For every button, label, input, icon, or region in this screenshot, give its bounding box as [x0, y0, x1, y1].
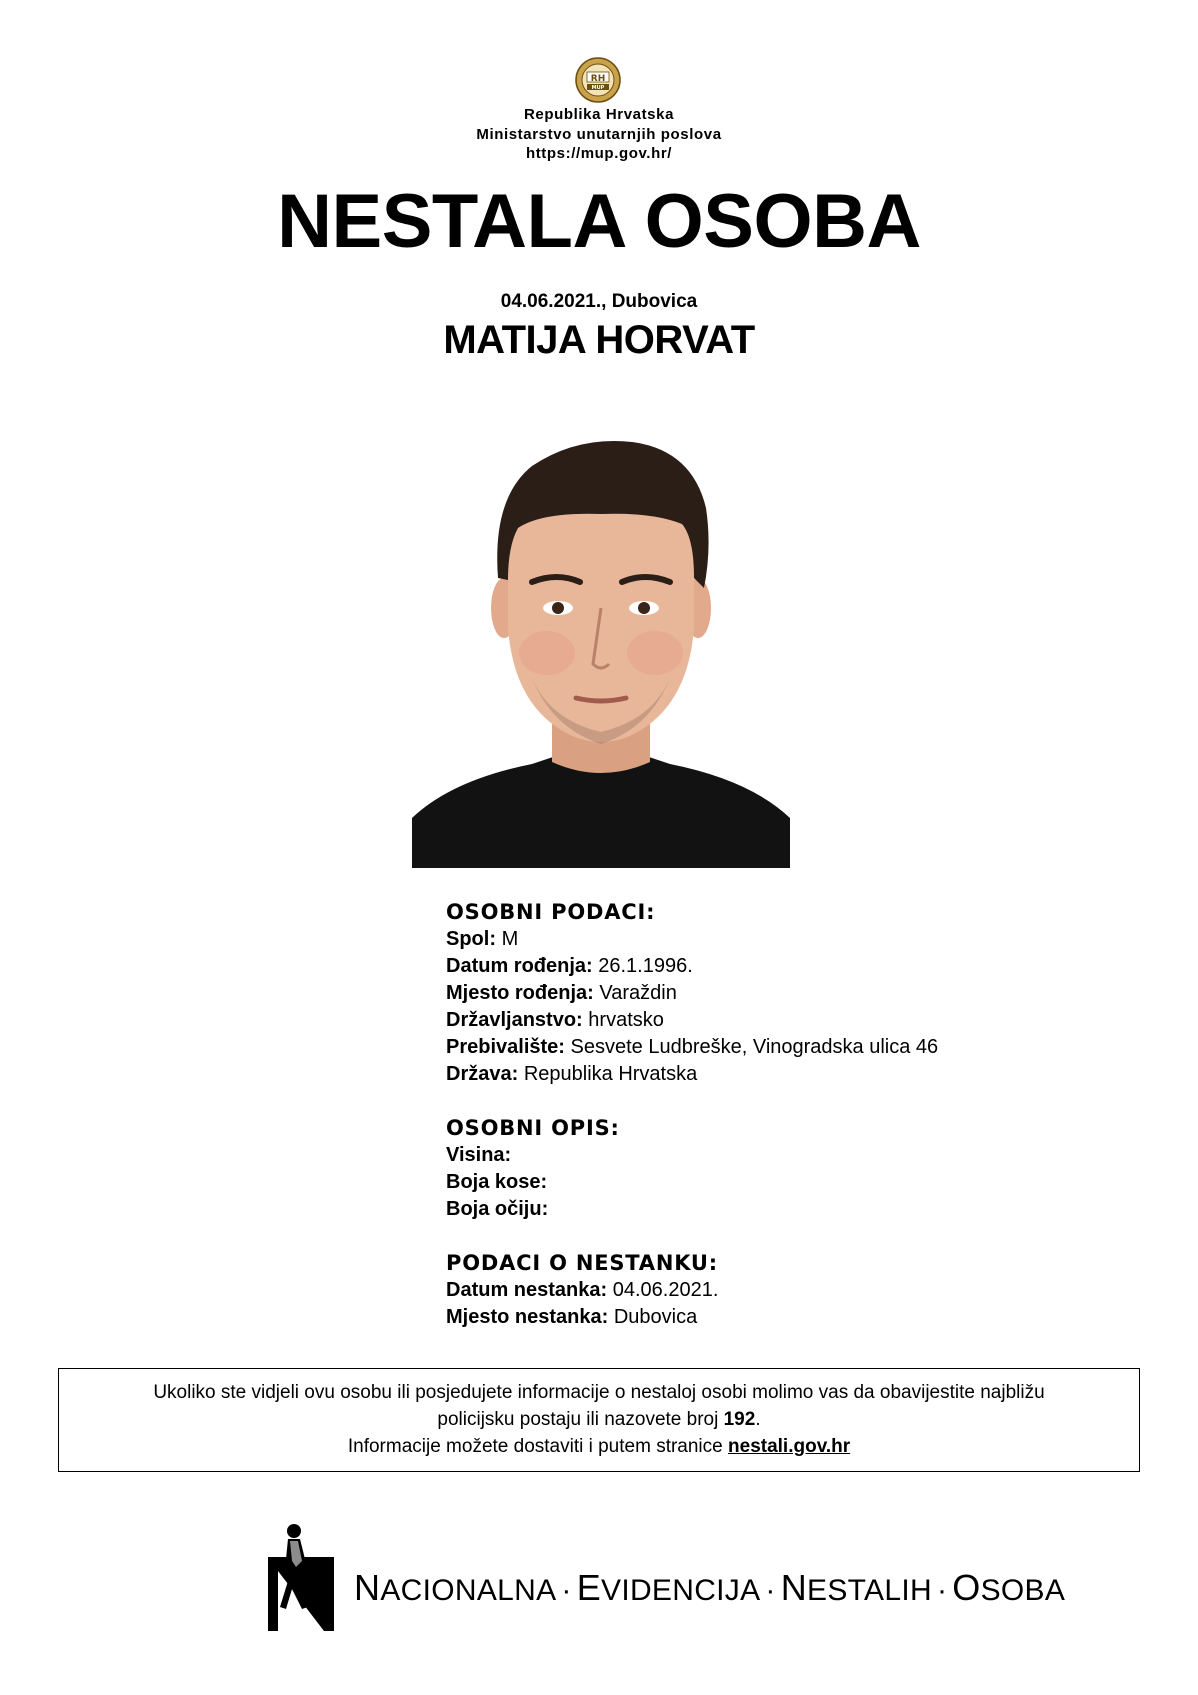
detail-label: Boja očiju:	[446, 1198, 549, 1220]
detail-row-country	[446, 1061, 1146, 1088]
detail-value: Dubovica	[613, 1306, 698, 1328]
wordmark-rest: ACIONALNA	[380, 1574, 557, 1607]
detail-value: Republika Hrvatska	[523, 1063, 698, 1085]
wordmark-initial: N	[780, 1567, 808, 1608]
wordmark-word-1	[354, 1567, 557, 1608]
disappearance-data-heading: PODACI O NESTANKU:	[446, 1251, 718, 1275]
detail-row-citizenship	[446, 1007, 1146, 1034]
notice-line-3-prefix: Informacije možete dostaviti i putem stranice	[347, 1436, 729, 1457]
detail-row-birth-place	[446, 980, 1146, 1007]
notice-line-2-prefix: policijsku postaju ili nazovete broj	[437, 1409, 724, 1430]
header-ministry: Ministarstvo unutarnjih poslova	[476, 126, 722, 143]
coat-of-arms-seal-icon	[575, 57, 621, 103]
detail-row-missing-place	[446, 1304, 1146, 1331]
detail-value: Sesvete Ludbreške, Vinogradska ulica 46	[570, 1036, 939, 1058]
notice-line-2	[59, 1406, 1139, 1433]
contact-notice-box	[58, 1368, 1140, 1472]
detail-row-height	[446, 1142, 1146, 1169]
detail-row-sex	[446, 926, 1146, 953]
wordmark-word-4	[952, 1567, 1066, 1608]
header-website[interactable]: https://mup.gov.hr/	[525, 145, 673, 162]
nen-walking-figure-logo-icon	[268, 1523, 334, 1631]
section-spacer	[446, 1223, 1146, 1249]
wordmark-rest: VIDENCIJA	[601, 1574, 761, 1607]
wordmark-separator: ·	[765, 1574, 776, 1607]
detail-label: Prebivalište:	[446, 1036, 565, 1058]
details-panel	[446, 898, 1146, 1331]
emergency-phone-number: 192	[723, 1409, 756, 1430]
wordmark-word-2	[576, 1567, 761, 1608]
nen-wordmark	[354, 1567, 1066, 1609]
detail-value: Varaždin	[599, 982, 677, 1004]
svg-text:RH: RH	[590, 74, 606, 84]
wordmark-initial: N	[354, 1567, 381, 1608]
detail-label: Datum nestanka:	[446, 1279, 608, 1301]
missing-date-place: 04.06.2021., Dubovica	[500, 291, 698, 312]
notice-line-1: Ukoliko ste vidjeli ovu osobu ili posjedujete informacije o nestaloj osobi molimo vas da obavijestite najbližu	[153, 1382, 1045, 1403]
detail-label: Boja kose:	[446, 1171, 548, 1193]
section-spacer	[446, 1088, 1146, 1114]
personal-data-heading: OSOBNI PODACI:	[446, 900, 656, 924]
missing-person-name: MATIJA HORVAT	[443, 318, 755, 362]
wordmark-word-3	[780, 1567, 932, 1608]
detail-label: Spol:	[446, 928, 496, 950]
svg-text:MUP: MUP	[591, 85, 605, 91]
header-country: Republika Hrvatska	[523, 106, 675, 123]
detail-row-residence	[446, 1034, 1146, 1061]
missing-person-photo	[412, 428, 790, 868]
nestali-website-link[interactable]: nestali.gov.hr	[728, 1436, 851, 1457]
detail-value: M	[501, 928, 519, 950]
detail-row-missing-date	[446, 1277, 1146, 1304]
detail-value: 26.1.1996.	[598, 955, 693, 977]
wordmark-rest: ESTALIH	[807, 1574, 932, 1607]
detail-label: Mjesto nestanka:	[446, 1306, 609, 1328]
wordmark-rest: SOBA	[980, 1574, 1066, 1607]
detail-row-eye-color	[446, 1196, 1146, 1223]
notice-line-2-suffix: .	[755, 1409, 761, 1430]
detail-row-birth-date	[446, 953, 1146, 980]
detail-row-hair-color	[446, 1169, 1146, 1196]
poster-title: NESTALA OSOBA	[277, 179, 921, 264]
wordmark-initial: O	[952, 1567, 981, 1608]
personal-description-heading: OSOBNI OPIS:	[446, 1116, 620, 1140]
wordmark-initial: E	[576, 1567, 602, 1608]
detail-label: Datum rođenja:	[446, 955, 593, 977]
notice-line-3	[59, 1433, 1139, 1460]
wordmark-separator: ·	[936, 1574, 948, 1607]
wordmark-separator: ·	[561, 1574, 572, 1607]
detail-label: Državljanstvo:	[446, 1009, 583, 1031]
detail-label: Država:	[446, 1063, 519, 1085]
detail-value: 04.06.2021.	[612, 1279, 719, 1301]
detail-label: Visina:	[446, 1144, 512, 1166]
detail-label: Mjesto rođenja:	[446, 982, 594, 1004]
detail-value: hrvatsko	[588, 1009, 664, 1031]
